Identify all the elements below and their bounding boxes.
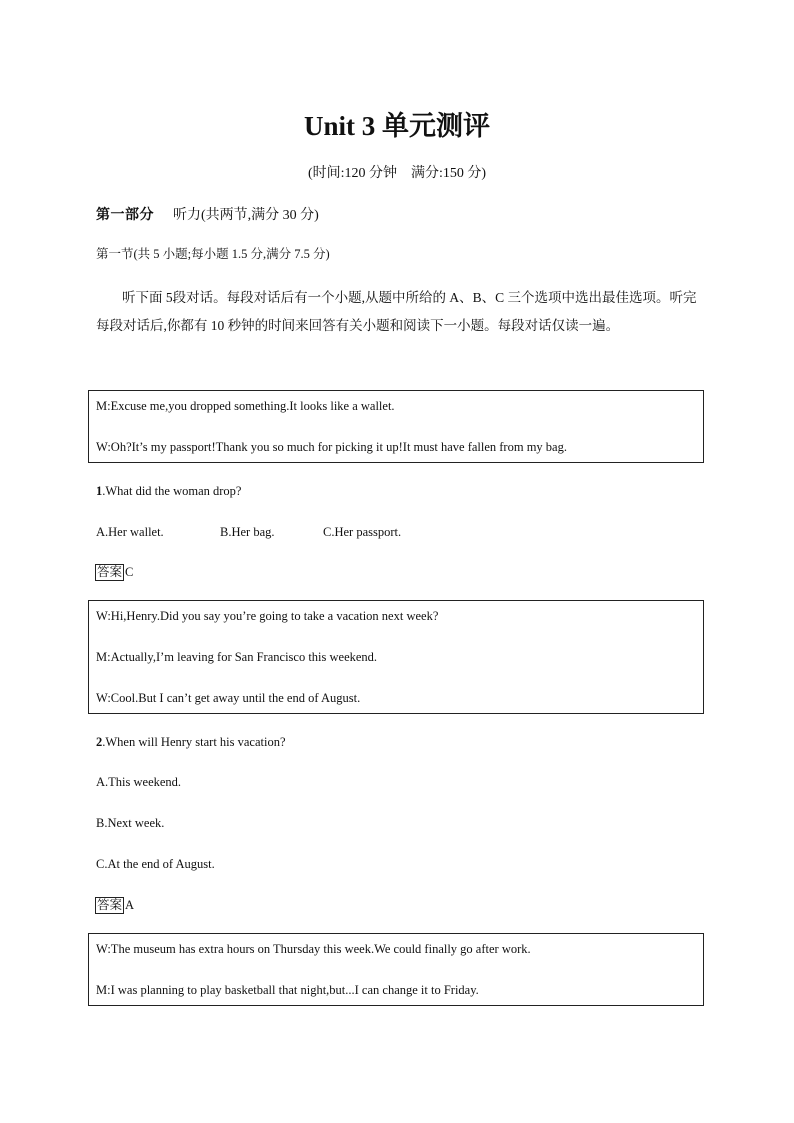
answer-tag: 答案 <box>97 565 123 579</box>
section-heading: 第一节(共 5 小题;每小题 1.5 分,满分 7.5 分) <box>96 247 330 261</box>
dialogue-box-3 <box>88 933 704 1006</box>
dialogue-box-1 <box>88 390 704 463</box>
option-a: A.Her wallet. <box>96 525 164 539</box>
instructions-text: 听下面 5段对话。每段对话后有一个小题,从题中所给的 A、B、C 三个选项中选出最佳选项。听完每段对话后,你都有 10 秒钟的时间来回答有关小题和阅读下一小题。每段对话仅读一遍。 <box>96 290 697 333</box>
answer-tag: 答案 <box>97 898 123 912</box>
dialogue-line: W:Hi,Henry.Did you say you’re going to take a vacation next week? <box>96 609 439 623</box>
question-number: 1 <box>96 484 103 498</box>
answer-value: C <box>125 565 134 579</box>
dialogue-line: W:Oh?It’s my passport!Thank you so much for picking it up!It must have fallen from my bag. <box>96 440 567 454</box>
answer-2 <box>95 897 134 914</box>
question-text: .When will Henry start his vacation? <box>102 735 286 749</box>
dialogue-line: M:Excuse me,you dropped something.It looks like a wallet. <box>96 399 395 413</box>
answer-1 <box>95 564 133 581</box>
option-c: C.Her passport. <box>323 525 402 539</box>
dialogue-line: M:Actually,I’m leaving for San Francisco this weekend. <box>96 650 378 664</box>
dialogue-line: W:Cool.But I can’t get away until the end of August. <box>96 691 361 705</box>
option-c: C.At the end of August. <box>96 857 215 871</box>
question-1 <box>96 484 241 499</box>
dialogue-box-2 <box>88 600 704 714</box>
part-title: 听力(共两节,满分 30 分) <box>173 208 319 223</box>
option-b: B.Her bag. <box>220 525 275 539</box>
question-2 <box>96 735 286 750</box>
question-number: 2 <box>96 735 103 749</box>
part-label: 第一部分 <box>96 208 154 223</box>
dialogue-line: W:The museum has extra hours on Thursday this week.We could finally go after work. <box>96 942 531 956</box>
question-text: .What did the woman drop? <box>102 484 242 498</box>
answer-value: A <box>125 898 135 912</box>
dialogue-line: M:I was planning to play basketball that night,but...I can change it to Friday. <box>96 983 479 997</box>
option-a: A.This weekend. <box>96 775 182 789</box>
page-subtitle: (时间:120 分钟 满分:150 分) <box>307 166 487 181</box>
instructions <box>96 284 706 340</box>
option-b: B.Next week. <box>96 816 165 830</box>
part-heading <box>96 204 319 224</box>
page-title: Unit 3 单元测评 <box>303 111 490 141</box>
